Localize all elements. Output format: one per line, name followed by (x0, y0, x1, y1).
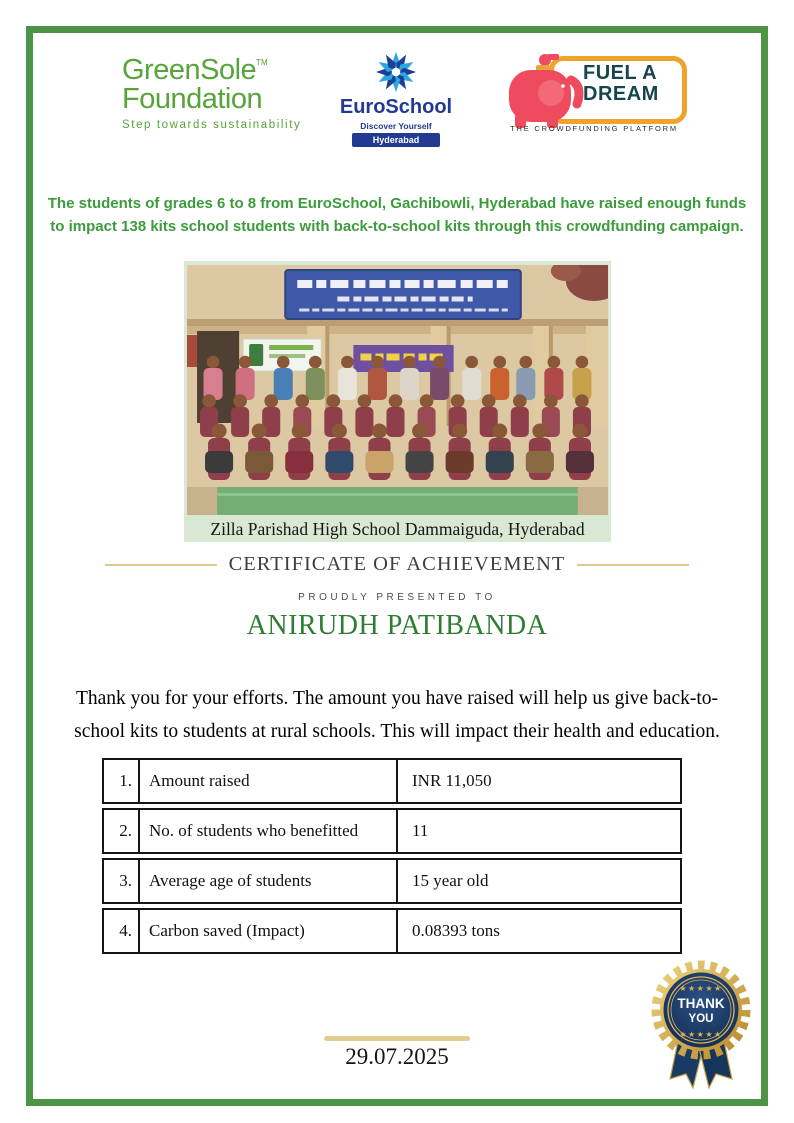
row-value: 15 year old (412, 871, 489, 890)
photo-caption: Zilla Parishad High School Dammaiguda, Hyderabad (210, 519, 585, 539)
thank-you-message (27, 682, 767, 748)
row-number: 4. (104, 910, 140, 952)
date-rule (324, 1036, 470, 1041)
recipient-name: ANIRUDH PATIBANDA (246, 610, 548, 641)
row-number: 1. (104, 760, 140, 802)
row-label: Carbon saved (Impact) (140, 910, 398, 952)
row-number: 3. (104, 860, 140, 902)
badge-line1: THANK (677, 996, 725, 1011)
fueladream-logo (505, 54, 683, 134)
rosette-ribbon-icon (646, 958, 756, 1092)
row-value: INR 11,050 (412, 771, 492, 790)
badge-line2: YOU (688, 1013, 714, 1025)
badge-stars-bottom: ★★★★★ (679, 1030, 723, 1039)
right-rule (577, 564, 689, 566)
greensole-tagline: Step towards sustainability (122, 119, 302, 131)
school-photo (187, 265, 608, 515)
fueladream-name (583, 63, 659, 105)
row-value: 0.08393 tons (412, 921, 500, 940)
fueladream-word1: FUEL A (583, 62, 658, 84)
table-row (102, 808, 682, 854)
greensole-logo (122, 56, 301, 132)
campaign-statement: The students of grades 6 to 8 from EuroSchool, Gachibowli, Hyderabad have raised enough funds to impact 138 kits school students with back-to-school kits through this crowdfunding campaign. (47, 195, 747, 236)
school-photo-box (184, 261, 611, 542)
row-label: Amount raised (140, 760, 398, 802)
row-value: 11 (412, 821, 429, 840)
table-row (102, 758, 682, 804)
euroschool-name: EuroSchool (339, 96, 453, 118)
certificate-heading-row (0, 553, 794, 576)
greensole-name (122, 56, 301, 85)
table-row (102, 858, 682, 904)
euroschool-logo (337, 50, 455, 147)
trademark-symbol: TM (256, 58, 268, 67)
elephant-piggybank-icon (505, 48, 587, 136)
left-rule (105, 564, 217, 566)
row-label: No. of students who benefitted (140, 810, 398, 852)
table-row (102, 908, 682, 954)
logo-row (60, 50, 734, 150)
certificate-date: 29.07.2025 (345, 1044, 449, 1069)
row-label: Average age of students (140, 860, 398, 902)
greensole-word2: Foundation (122, 83, 263, 115)
euroschool-city: Hyderabad (352, 133, 440, 147)
school-sign (285, 270, 521, 319)
certificate-title: CERTIFICATE OF ACHIEVEMENT (228, 553, 566, 575)
badge-stars-top: ★★★★★ (679, 984, 723, 993)
thank-you-badge (646, 958, 756, 1092)
euroschool-tagline: Discover Yourself (360, 121, 432, 131)
greensole-word: GreenSole (122, 54, 257, 86)
impact-table (102, 758, 682, 958)
fueladream-tagline: THE CROWDFUNDING PLATFORM (510, 124, 678, 133)
message-line: school kits to students at rural schools. This will impact their health and education. (74, 720, 720, 742)
message-line: Thank you for your efforts. The amount you have raised will help us give back-to- (75, 687, 719, 709)
presented-label: PROUDLY PRESENTED TO (298, 592, 496, 603)
row-number: 2. (104, 810, 140, 852)
fueladream-word2: DREAM (583, 83, 659, 105)
euroschool-starburst-icon (374, 50, 418, 94)
